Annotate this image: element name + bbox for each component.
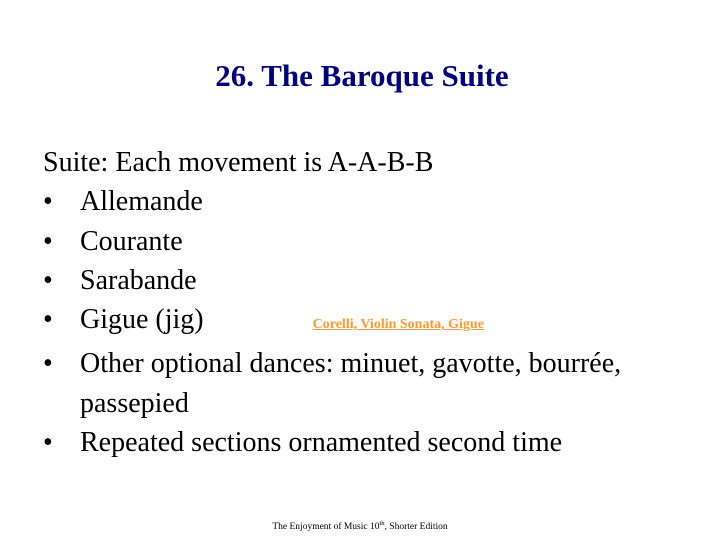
footer-credit [0,518,720,533]
bullet-icon: • [43,348,53,380]
slide-title: 26. The Baroque Suite [215,58,509,93]
intro-line: Suite: Each movement is A-A-B-B [43,147,434,178]
bullet-icon: • [43,264,53,296]
bullet-text: Courante [80,225,183,257]
list-item-repeated-sections [43,423,713,462]
footer-prefix: The Enjoyment of Music 10 [272,522,380,533]
bullet-icon: • [43,304,53,336]
bullet-icon: • [43,186,53,218]
bullet-text: Repeated sections ornamented second time [80,427,563,459]
list-item-gigue [43,300,713,344]
list-item-courante [43,222,713,261]
footer-sup: th [379,520,385,527]
list-item-allemande [43,182,713,221]
gigue-audio-link[interactable]: Corelli, Violin Sonata, Gigue [312,317,484,333]
bullet-text: Allemande [80,186,203,218]
bullet-text: Sarabande [80,264,197,296]
bullet-icon: • [43,427,53,459]
bullet-text: Gigue (jig) [80,304,204,336]
bullet-icon: • [43,225,53,257]
list-item-sarabande [43,261,713,300]
dance-list [43,182,713,462]
bullet-text: Other optional dances: minuet, gavotte, bourrée, passepied [80,348,622,419]
footer-suffix: , Shorter Edition [384,522,448,533]
list-item-optional-dances [43,344,640,423]
slide-body [43,143,713,462]
